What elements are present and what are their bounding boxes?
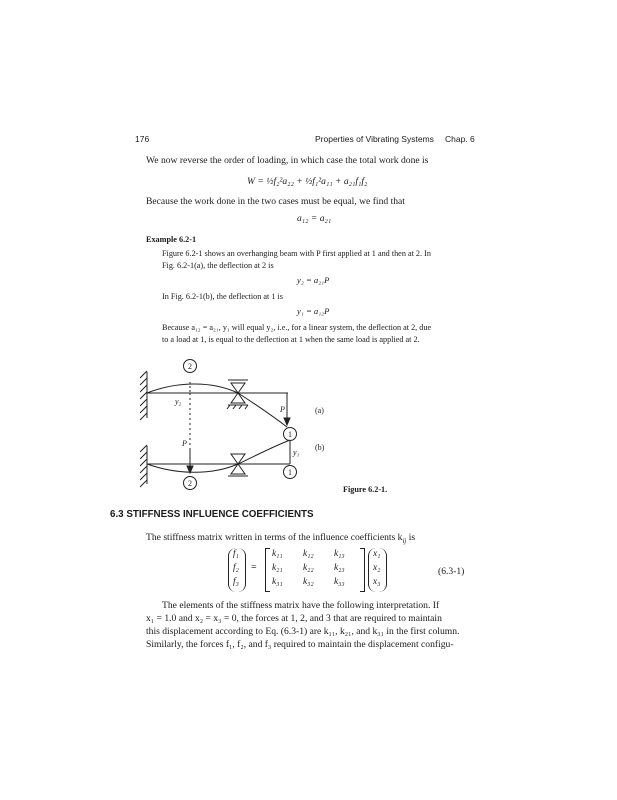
figure-caption: Figure 6.2-1. — [343, 485, 388, 494]
beam-deflected-b — [147, 440, 290, 472]
example-line-4: Because a₁₂ = a₂₁, y₁ will equal y₂, i.e., for a linear system, the deflection at 2, due — [162, 323, 432, 332]
k12: k₁₂ — [303, 549, 314, 559]
k22: k₂₂ — [303, 563, 314, 573]
intro-line-1: We now reverse the order of loading, in which case the total work done is — [146, 155, 429, 166]
displacement-vector — [368, 548, 387, 592]
k21: k₂₁ — [272, 563, 283, 573]
y2-label: y₂ — [175, 397, 182, 406]
x3: x₃ — [373, 577, 381, 587]
f2: f₂ — [233, 563, 239, 573]
k31: k₃₁ — [272, 577, 283, 587]
part-a-label: (a) — [315, 406, 324, 415]
section-intro: The stiffness matrix written in terms of the influence coefficients $k_{ij}$ is — [146, 532, 416, 545]
k32: k₃₂ — [303, 577, 314, 587]
x1: x₁ — [373, 549, 381, 559]
load-arrowhead-a — [284, 418, 290, 425]
support-b — [228, 454, 248, 476]
body-line-2: x₁ = 1.0 and x₂ = x₃ = 0, the forces at 1, 2, and 3 that are required to maintain — [146, 613, 442, 624]
stiffness-matrix — [265, 548, 365, 592]
k33: k₃₃ — [334, 577, 345, 587]
part-b-label: (b) — [315, 443, 325, 452]
intro-line-2: Because the work done in the two cases must be equal, we find that — [146, 196, 405, 207]
example-equation-a: y₂ = a₂₁P — [297, 275, 330, 285]
body-line-4: Similarly, the forces f₁, f₂, and f₃ required to maintain the displacement configu- — [146, 639, 454, 650]
equals-sign: = — [251, 562, 257, 573]
figure-6-2-1 — [140, 352, 440, 492]
load-label-b: P — [182, 439, 187, 448]
body-line-3: this displacement according to Eq. (6.3-1) are k₁₁, k₂₁, and k₃₁ in the first column. — [146, 626, 460, 637]
example-equation-b: y₁ = a₁₂P — [297, 306, 330, 316]
node-1-a-label: 1 — [288, 430, 292, 439]
wall-hatch-a — [140, 371, 147, 420]
k11: k₁₁ — [272, 549, 283, 559]
example-title: Example 6.2-1 — [146, 235, 197, 244]
load-label-a: P — [280, 405, 285, 414]
f3: f₃ — [233, 577, 239, 587]
node-1-b-label: 1 — [288, 468, 292, 477]
node-2-a-label: 2 — [188, 362, 192, 371]
force-vector — [228, 548, 246, 592]
node-2-b-label: 2 — [188, 479, 192, 488]
section-heading: 6.3 STIFFNESS INFLUENCE COEFFICIENTS — [110, 509, 314, 520]
wall-hatch-b — [140, 445, 147, 487]
equation-reciprocity: a₁₂ = a₂₁ — [297, 213, 332, 224]
x2: x₂ — [373, 563, 381, 573]
example-line-3: In Fig. 6.2-1(b), the deflection at 1 is — [162, 292, 283, 301]
body-line-1: The elements of the stiffness matrix have the following interpretation. If — [162, 600, 440, 611]
support-a — [227, 380, 248, 409]
f1: f₁ — [233, 549, 239, 559]
equation-number: (6.3-1) — [438, 566, 465, 577]
page-number: 176 — [135, 134, 150, 144]
running-title: Properties of Vibrating Systems — [315, 134, 434, 144]
example-line-5: to a load at 1, is equal to the deflection at 1 when the same load is applied at 2. — [162, 335, 420, 344]
y1-label: y₁ — [293, 448, 300, 457]
stiffness-matrix-equation — [228, 548, 418, 594]
beam-deflected-a — [147, 384, 287, 427]
equation-work: W = ½f₂²a₂₂ + ½f₁²a₁₁ + a₂₁f₁f₂ — [247, 176, 368, 187]
chapter-label: Chap. 6 — [445, 134, 475, 144]
k13: k₁₃ — [334, 549, 345, 559]
example-line-2: Fig. 6.2-1(a), the deflection at 2 is — [162, 261, 274, 270]
example-line-1: Figure 6.2-1 shows an overhanging beam with P first applied at 1 and then at 2. In — [162, 249, 431, 258]
k23: k₂₃ — [334, 563, 345, 573]
